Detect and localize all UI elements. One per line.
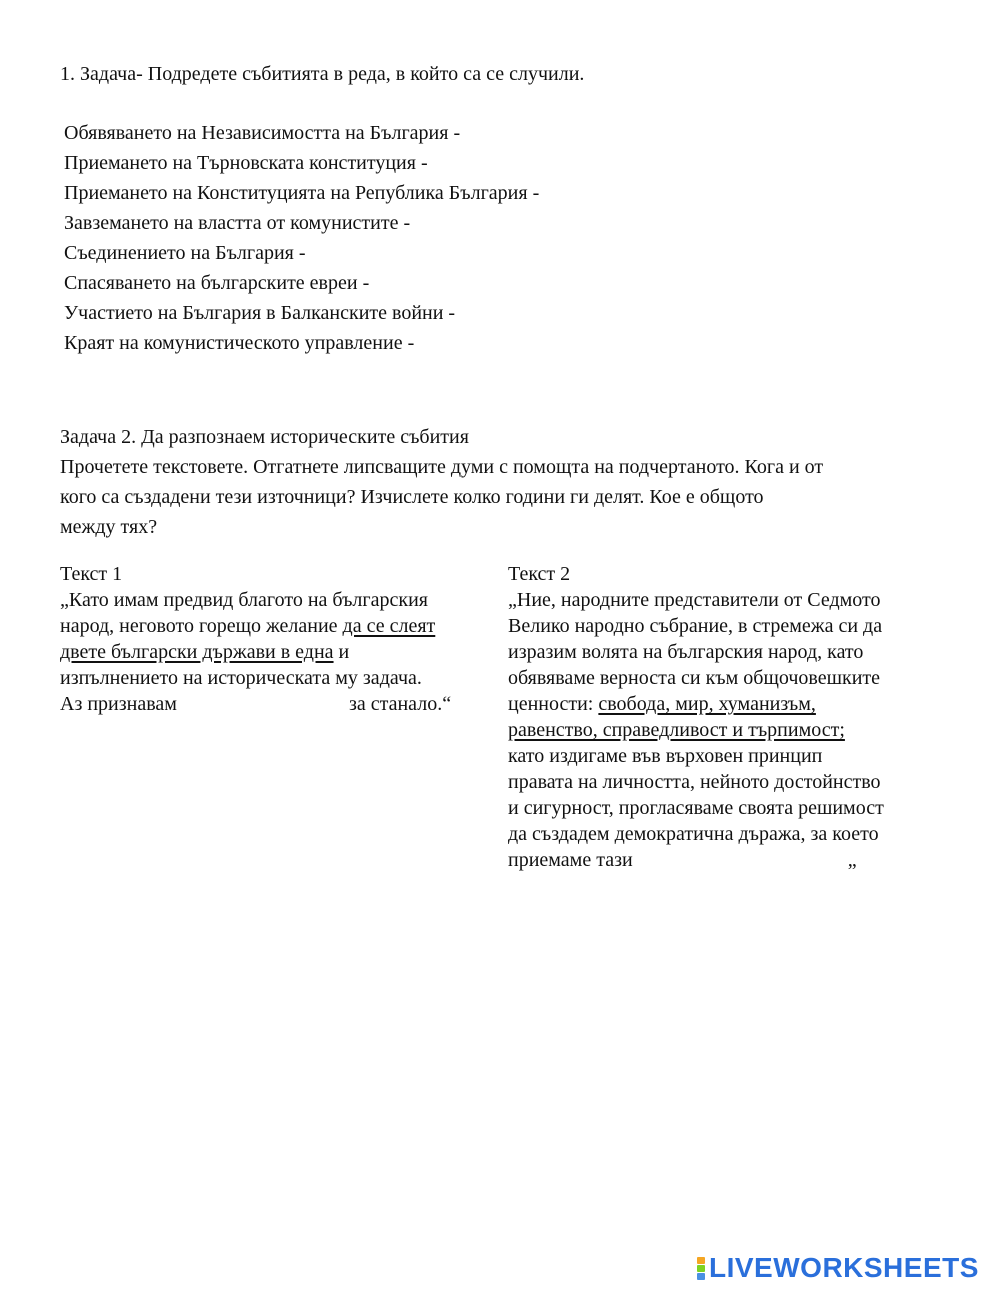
text2-line: Велико народно събрание, в стремежа си да — [508, 615, 883, 637]
event-item: Участието на България в Балканските войни - — [64, 302, 456, 324]
text2-heading: Текст 2 — [508, 563, 571, 585]
text1-line — [60, 691, 451, 717]
text1-line: изпълнението на историческата му задача. — [60, 667, 422, 689]
text2-answer-blank[interactable] — [633, 851, 848, 873]
task1-title: 1. Задача- Подредете събитията в реда, в който са се случили. — [60, 63, 585, 85]
logo-blocks-icon — [697, 1257, 705, 1280]
logo-block — [697, 1265, 705, 1272]
text1-underlined-hint: двете български държави в една — [60, 641, 334, 663]
text1-text: Аз признавам — [60, 693, 177, 715]
text2-text: приемаме тази — [508, 849, 633, 871]
task2-title: Задача 2. Да разпознаем историческите събития — [60, 426, 469, 448]
text1-line — [60, 639, 349, 665]
text2-underlined-hint: равенство, справедливост и търпимост; — [508, 719, 845, 741]
text2-line — [508, 691, 816, 717]
text1-underlined-hint: да се слеят — [342, 615, 436, 637]
text1-text: народ, неговото горещо желание — [60, 615, 343, 637]
text2-line: да създадем демократична дъража, за което — [508, 823, 879, 845]
text2-text: ценности: — [508, 693, 599, 715]
event-item: Завземането на властта от комунистите - — [64, 212, 411, 234]
text2-line: обявяваме верноста си към общочовешките — [508, 667, 881, 689]
logo-block — [697, 1257, 705, 1264]
text2-line: като издигаме във върховен принцип — [508, 745, 823, 767]
event-item: Приемането на Конституцията на Република България - — [64, 182, 540, 204]
text2-underlined-hint: свобода, мир, хуманизъм, — [598, 693, 816, 715]
text1-answer-blank[interactable] — [177, 695, 349, 717]
text2-line: „Ние, народните представители от Седмото — [508, 589, 881, 611]
text1-line: „Като имам предвид благото на българския — [60, 589, 428, 611]
text2-line: правата на личността, нейното достойнство — [508, 771, 881, 793]
text1-line — [60, 613, 435, 639]
event-item: Обявяването на Независимостта на България - — [64, 122, 461, 144]
text2-line: изразим волята на българския народ, като — [508, 641, 864, 663]
text2-line — [508, 717, 845, 743]
event-item: Краят на комунистическото управление - — [64, 332, 415, 354]
logo-block — [697, 1273, 705, 1280]
text1-text: и — [333, 641, 350, 663]
text2-line — [508, 847, 857, 873]
event-item: Приемането на Търновската конституция - — [64, 152, 428, 174]
text2-text: „ — [847, 849, 857, 871]
event-item: Спасяването на българските евреи - — [64, 272, 370, 294]
logo-text: LIVEWORKSHEETS — [709, 1252, 979, 1283]
task2-instructions-line: между тях? — [60, 516, 158, 538]
text1-heading: Текст 1 — [60, 563, 123, 585]
text1-text: за станало.“ — [348, 693, 452, 715]
text2-line: и сигурност, прогласяваме своята решимост — [508, 797, 884, 819]
event-item: Съединението на България - — [64, 242, 306, 264]
task2-instructions-line: кого са създадени тези източници? Изчислете колко години ги делят. Кое е общото — [60, 486, 764, 508]
liveworksheets-logo — [697, 1253, 979, 1283]
task2-instructions-line: Прочетете текстовете. Отгатнете липсващите думи с помощта на подчертаното. Кога и от — [60, 456, 824, 478]
